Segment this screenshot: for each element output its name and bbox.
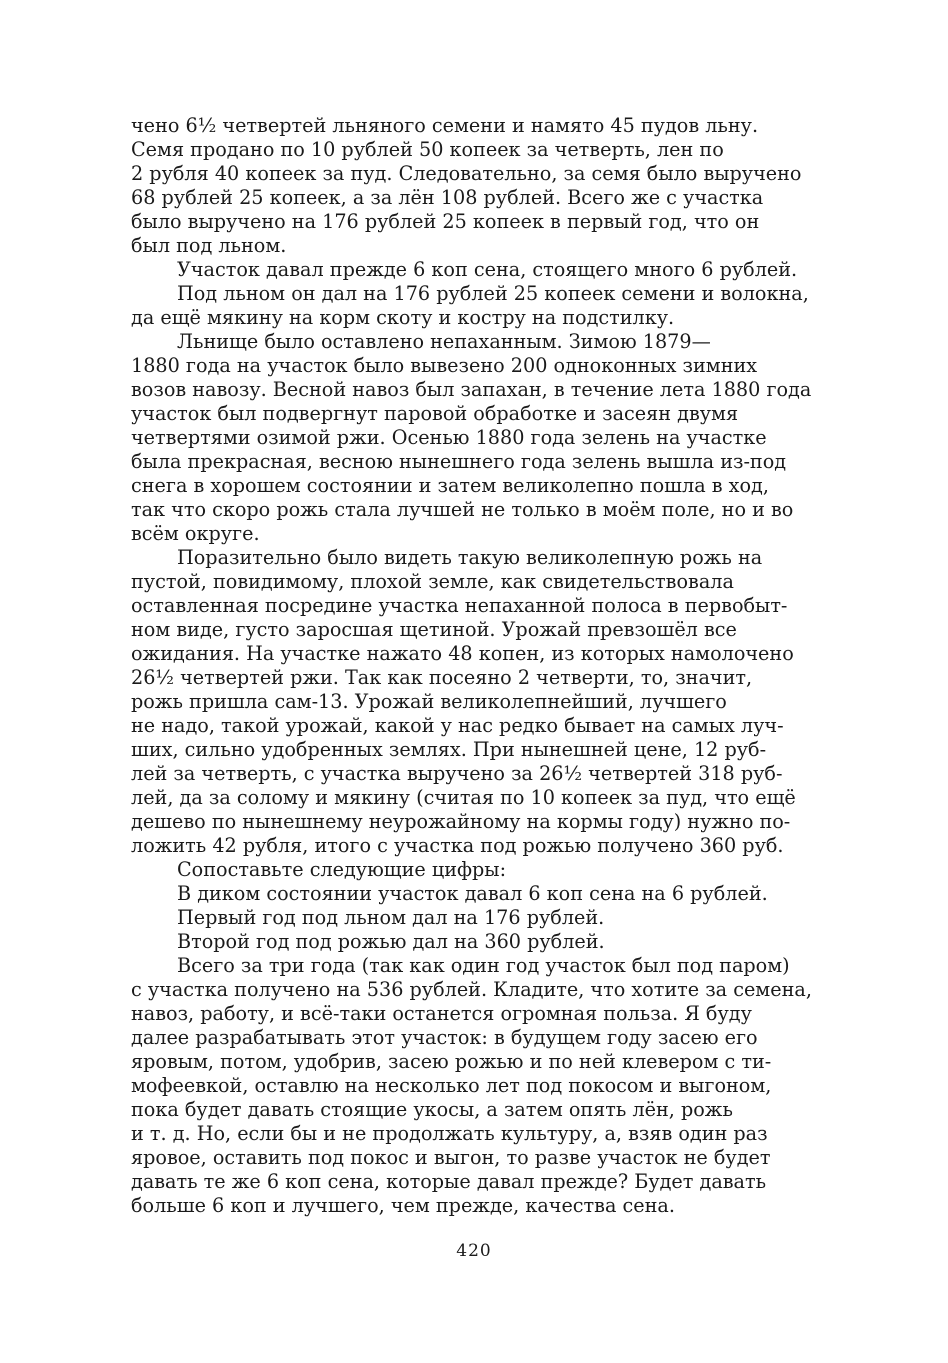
text-line: Под льном он дал на 176 рублей 25 копеек семени и волокна, [177, 282, 809, 305]
text-line: оставленная посредине участка непаханной полоса в первобыт- [131, 594, 788, 617]
text-line: была прекрасная, весною нынешнего года зелень вышла из-под [131, 450, 787, 473]
text-line: дешево по нынешнему неурожайному на кормы году) нужно по- [131, 810, 791, 833]
text-line: чено 6½ четвертей льняного семени и намято 45 пудов льну. [131, 114, 759, 137]
text-line: ожидания. На участке нажато 48 копен, из которых намолочено [131, 642, 794, 665]
text-line: 2 рубля 40 копеек за пуд. Следовательно, за семя было выручено [131, 162, 802, 185]
page-number: 420 [456, 1241, 492, 1261]
paragraph [131, 114, 831, 258]
text-line: участок был подвергнут паровой обработке и засеян двумя [131, 402, 739, 425]
text-line: Первый год под льном дал на 176 рублей. [177, 906, 605, 929]
body-text [131, 114, 831, 1218]
text-line: четвертями озимой ржи. Осенью 1880 года зелень на участке [131, 426, 767, 449]
text-line: снега в хорошем состоянии и затем великолепно пошла в ход, [131, 474, 769, 497]
text-line: Льнище было оставлено непаханным. Зимою 1879— [177, 330, 711, 353]
text-line: пустой, повидимому, плохой земле, как свидетельствовала [131, 570, 734, 593]
text-line: 68 рублей 25 копеек, а за лён 108 рублей. Всего же с участка [131, 186, 764, 209]
text-line: лей за четверть, с участка выручено за 26½ четвертей 318 руб- [131, 762, 783, 785]
text-line: было выручено на 176 рублей 25 копеек в первый год, что он [131, 210, 760, 233]
text-line: больше 6 коп и лучшего, чем прежде, качества сена. [131, 1194, 675, 1217]
text-line: так что скоро рожь стала лучшей не только в моём поле, но и во [131, 498, 794, 521]
text-line: Второй год под рожью дал на 360 рублей. [177, 930, 605, 953]
text-line: ложить 42 рубля, итого с участка под рожью получено 360 руб. [131, 834, 784, 857]
text-line: и т. д. Но, если бы и не продолжать культуру, а, взяв один раз [131, 1122, 768, 1145]
text-line: яровое, оставить под покос и выгон, то разве участок не будет [131, 1146, 771, 1169]
text-line: давать те же 6 коп сена, которые давал прежде? Будет давать [131, 1170, 767, 1193]
text-line: не надо, такой урожай, какой у нас редко бывает на самых луч- [131, 714, 784, 737]
text-line: яровым, потом, удобрив, засею рожью и по ней клевером с ти- [131, 1050, 772, 1073]
text-line: возов навозу. Весной навоз был запахан, в течение лета 1880 года [131, 378, 812, 401]
text-line: ших, сильно удобренных землях. При нынешней цене, 12 руб- [131, 738, 767, 761]
text-line: пока будет давать стоящие укосы, а затем опять лён, рожь [131, 1098, 733, 1121]
text-line: лей, да за солому и мякину (считая по 10 копеек за пуд, что ещё [131, 786, 796, 809]
text-line: всём округе. [131, 522, 260, 545]
text-line: Сопоставьте следующие цифры: [177, 858, 507, 881]
paragraph [131, 858, 831, 882]
text-line: да ещё мякину на корм скоту и костру на подстилку. [131, 306, 675, 329]
text-line: мофеевкой, оставлю на несколько лет под покосом и выгоном, [131, 1074, 772, 1097]
text-line: 1880 года на участок было вывезено 200 одноконных зимних [131, 354, 758, 377]
text-line: навоз, работу, и всё-таки останется огромная польза. Я буду [131, 1002, 752, 1025]
paragraph [131, 906, 831, 930]
text-line: Семя продано по 10 рублей 50 копеек за четверть, лен по [131, 138, 724, 161]
paragraph [131, 930, 831, 954]
text-line: рожь пришла сам-13. Урожай великолепнейший, лучшего [131, 690, 727, 713]
paragraph [131, 882, 831, 906]
paragraph [131, 330, 831, 546]
text-line: ном виде, густо заросшая щетиной. Урожай превзошёл все [131, 618, 737, 641]
text-line: Участок давал прежде 6 коп сена, стоящего много 6 рублей. [177, 258, 798, 281]
text-line: Поразительно было видеть такую великолепную рожь на [177, 546, 763, 569]
text-line: 26½ четвертей ржи. Так как посеяно 2 четверти, то, значит, [131, 666, 753, 689]
paragraph [131, 282, 831, 330]
text-line: далее разрабатывать этот участок: в будущем году засею его [131, 1026, 758, 1049]
text-line: был под льном. [131, 234, 287, 257]
paragraph [131, 258, 831, 282]
paragraph [131, 954, 831, 1218]
text-line: с участка получено на 536 рублей. Кладите, что хотите за семена, [131, 978, 812, 1001]
text-line: В диком состоянии участок давал 6 коп сена на 6 рублей. [177, 882, 768, 905]
text-line: Всего за три года (так как один год участок был под паром) [177, 954, 790, 977]
paragraph [131, 546, 831, 858]
